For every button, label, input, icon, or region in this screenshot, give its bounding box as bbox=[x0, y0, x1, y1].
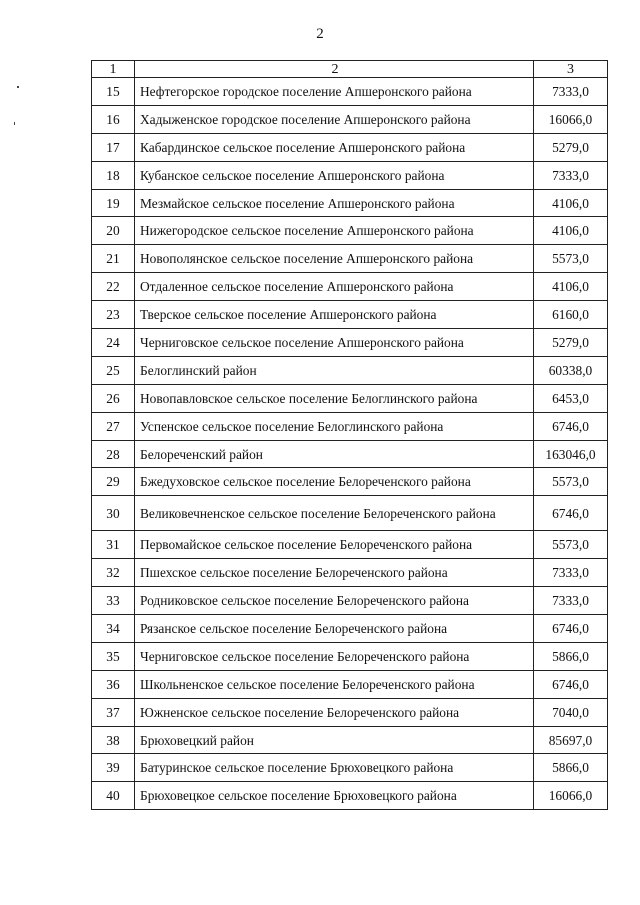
table-row bbox=[92, 384, 608, 412]
settlement-name: Отдаленное сельское поселение Апшеронского района bbox=[135, 273, 534, 301]
scan-speck bbox=[17, 86, 19, 88]
settlement-name: Рязанское сельское поселение Белореченского района bbox=[135, 615, 534, 643]
settlement-name: Южненское сельское поселение Белореченского района bbox=[135, 698, 534, 726]
amount-value: 16066,0 bbox=[534, 105, 608, 133]
settlement-name: Брюховецкое сельское поселение Брюховецкого района bbox=[135, 782, 534, 810]
table-row bbox=[92, 189, 608, 217]
column-header-1: 1 bbox=[92, 61, 135, 78]
table-row bbox=[92, 782, 608, 810]
table-row bbox=[92, 468, 608, 496]
column-header-3: 3 bbox=[534, 61, 608, 78]
table-row bbox=[92, 615, 608, 643]
amount-value: 6746,0 bbox=[534, 670, 608, 698]
amount-value: 4106,0 bbox=[534, 189, 608, 217]
row-number: 33 bbox=[92, 587, 135, 615]
settlement-name: Кабардинское сельское поселение Апшеронского района bbox=[135, 133, 534, 161]
table-row bbox=[92, 329, 608, 357]
amount-value: 7333,0 bbox=[534, 161, 608, 189]
amount-value: 85697,0 bbox=[534, 726, 608, 754]
amount-value: 6746,0 bbox=[534, 412, 608, 440]
amount-value: 5279,0 bbox=[534, 133, 608, 161]
table-row bbox=[92, 754, 608, 782]
amount-value: 6746,0 bbox=[534, 496, 608, 531]
data-table bbox=[91, 60, 608, 810]
amount-value: 4106,0 bbox=[534, 273, 608, 301]
amount-value: 7333,0 bbox=[534, 78, 608, 106]
row-number: 23 bbox=[92, 301, 135, 329]
settlement-name: Батуринское сельское поселение Брюховецкого района bbox=[135, 754, 534, 782]
row-number: 34 bbox=[92, 615, 135, 643]
row-number: 20 bbox=[92, 217, 135, 245]
row-number: 37 bbox=[92, 698, 135, 726]
row-number: 31 bbox=[92, 531, 135, 559]
amount-value: 7040,0 bbox=[534, 698, 608, 726]
row-number: 15 bbox=[92, 78, 135, 106]
settlement-name: Бжедуховское сельское поселение Белореченского района bbox=[135, 468, 534, 496]
scan-speck bbox=[14, 122, 15, 125]
amount-value: 6453,0 bbox=[534, 384, 608, 412]
row-number: 17 bbox=[92, 133, 135, 161]
table-row bbox=[92, 642, 608, 670]
table-row bbox=[92, 161, 608, 189]
row-number: 38 bbox=[92, 726, 135, 754]
row-number: 32 bbox=[92, 559, 135, 587]
table-row bbox=[92, 133, 608, 161]
row-number: 21 bbox=[92, 245, 135, 273]
settlement-name: Первомайское сельское поселение Белореченского района bbox=[135, 531, 534, 559]
table-body bbox=[92, 61, 608, 810]
amount-value: 5866,0 bbox=[534, 754, 608, 782]
column-header-2: 2 bbox=[135, 61, 534, 78]
table-row bbox=[92, 217, 608, 245]
row-number: 40 bbox=[92, 782, 135, 810]
row-number: 27 bbox=[92, 412, 135, 440]
table-row bbox=[92, 245, 608, 273]
table-row bbox=[92, 670, 608, 698]
row-number: 18 bbox=[92, 161, 135, 189]
table-row bbox=[92, 301, 608, 329]
table-row bbox=[92, 78, 608, 106]
amount-value: 6160,0 bbox=[534, 301, 608, 329]
amount-value: 5573,0 bbox=[534, 245, 608, 273]
page-number: 2 bbox=[316, 26, 324, 42]
amount-value: 4106,0 bbox=[534, 217, 608, 245]
settlement-name: Хадыженское городское поселение Апшеронского района bbox=[135, 105, 534, 133]
row-number: 28 bbox=[92, 440, 135, 468]
table-row bbox=[92, 726, 608, 754]
table-row bbox=[92, 559, 608, 587]
row-number: 35 bbox=[92, 642, 135, 670]
table-row bbox=[92, 698, 608, 726]
settlement-name: Новополянское сельское поселение Апшеронского района bbox=[135, 245, 534, 273]
row-number: 25 bbox=[92, 356, 135, 384]
settlement-name: Новопавловское сельское поселение Белоглинского района bbox=[135, 384, 534, 412]
table-row bbox=[92, 412, 608, 440]
amount-value: 7333,0 bbox=[534, 587, 608, 615]
settlement-name: Черниговское сельское поселение Белореченского района bbox=[135, 642, 534, 670]
amount-value: 5573,0 bbox=[534, 531, 608, 559]
row-number: 39 bbox=[92, 754, 135, 782]
row-number: 36 bbox=[92, 670, 135, 698]
settlement-name: Мезмайское сельское поселение Апшеронского района bbox=[135, 189, 534, 217]
amount-value: 7333,0 bbox=[534, 559, 608, 587]
settlement-name: Нижегородское сельское поселение Апшеронского района bbox=[135, 217, 534, 245]
settlement-name: Брюховецкий район bbox=[135, 726, 534, 754]
row-number: 29 bbox=[92, 468, 135, 496]
amount-value: 16066,0 bbox=[534, 782, 608, 810]
amount-value: 6746,0 bbox=[534, 615, 608, 643]
settlement-name: Белореченский район bbox=[135, 440, 534, 468]
table-row bbox=[92, 531, 608, 559]
settlement-name: Успенское сельское поселение Белоглинского района bbox=[135, 412, 534, 440]
amount-value: 5573,0 bbox=[534, 468, 608, 496]
amount-value: 5866,0 bbox=[534, 642, 608, 670]
settlement-name: Белоглинский район bbox=[135, 356, 534, 384]
row-number: 30 bbox=[92, 496, 135, 531]
settlement-name: Нефтегорское городское поселение Апшеронского района bbox=[135, 78, 534, 106]
row-number: 24 bbox=[92, 329, 135, 357]
row-number: 16 bbox=[92, 105, 135, 133]
table-row bbox=[92, 273, 608, 301]
row-number: 22 bbox=[92, 273, 135, 301]
row-number: 19 bbox=[92, 189, 135, 217]
table-row bbox=[92, 587, 608, 615]
settlement-name: Кубанское сельское поселение Апшеронского района bbox=[135, 161, 534, 189]
settlement-name: Великовечненское сельское поселение Белореченского района bbox=[135, 496, 534, 531]
table-row bbox=[92, 356, 608, 384]
settlement-name: Пшехское сельское поселение Белореченского района bbox=[135, 559, 534, 587]
table-row bbox=[92, 496, 608, 531]
settlement-name: Школьненское сельское поселение Белореченского района bbox=[135, 670, 534, 698]
amount-value: 60338,0 bbox=[534, 356, 608, 384]
settlement-name: Черниговское сельское поселение Апшеронского района bbox=[135, 329, 534, 357]
table-row bbox=[92, 440, 608, 468]
amount-value: 5279,0 bbox=[534, 329, 608, 357]
table-row bbox=[92, 105, 608, 133]
row-number: 26 bbox=[92, 384, 135, 412]
settlement-name: Тверское сельское поселение Апшеронского района bbox=[135, 301, 534, 329]
amount-value: 163046,0 bbox=[534, 440, 608, 468]
table-header-row bbox=[92, 61, 608, 78]
settlement-name: Родниковское сельское поселение Белореченского района bbox=[135, 587, 534, 615]
